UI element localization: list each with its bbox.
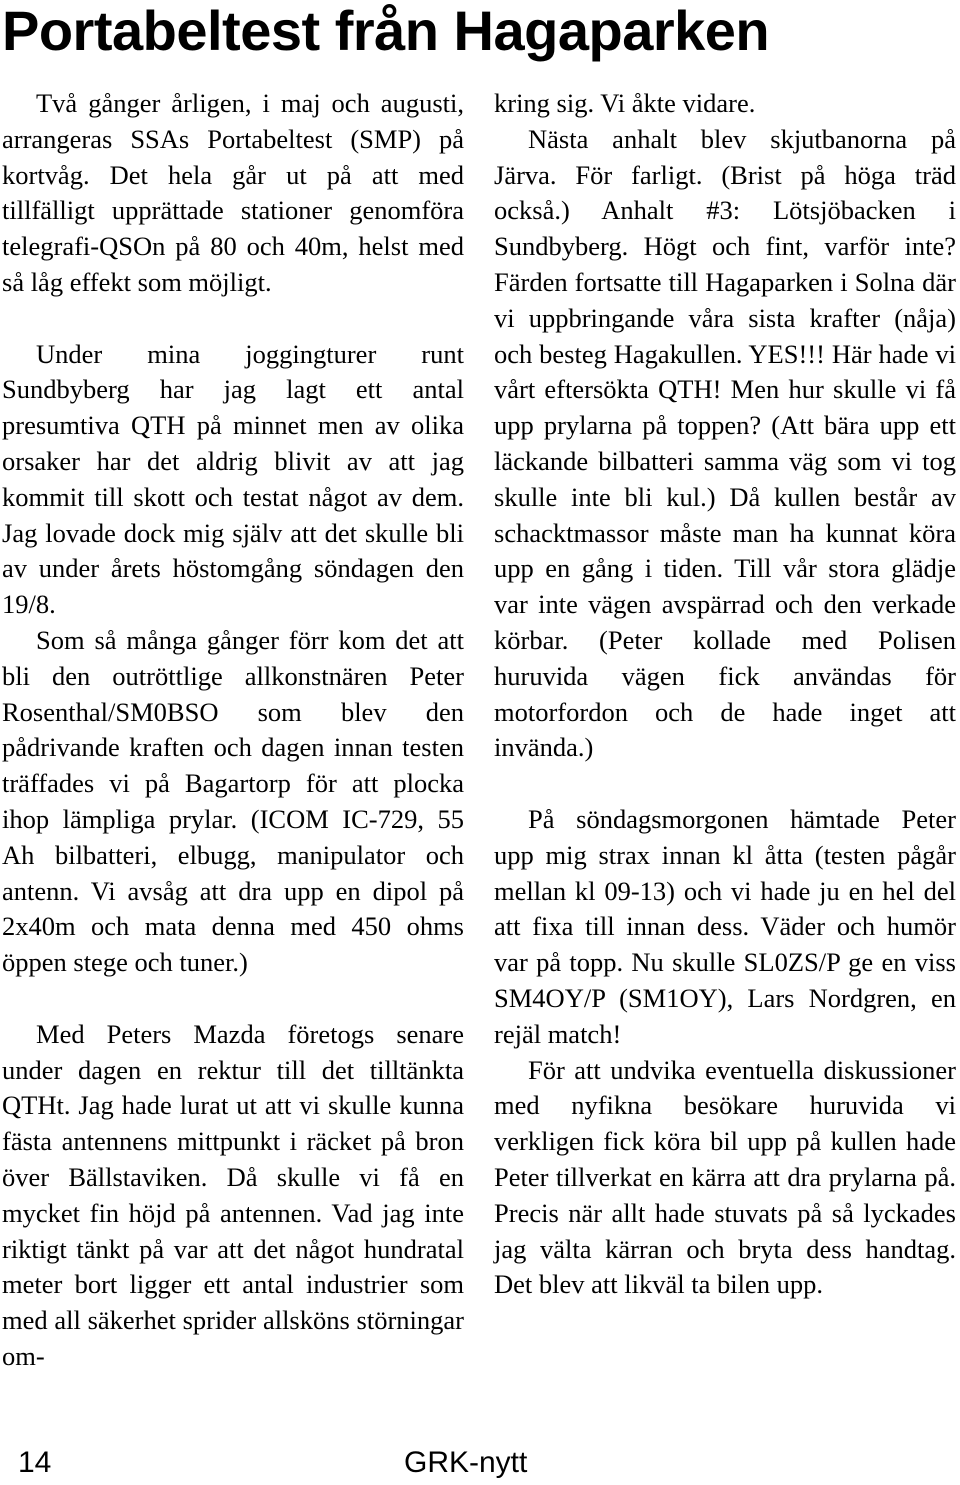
paragraph-reconnaissance: Med Peters Mazda företogs senare under dagen en rektur till det tilltänkta QTHt. Jag hade lurat ut att vi skulle kunna fästa antennens mittpunkt i räcket på bron över Bällstaviken. Då skulle vi få en mycket fin höjd på antennen. Vad jag inte riktigt tänkt på var att det något hundratal meter bort ligger ett antal industrier som med all säkerhet sprider allsköns störningar om- xyxy=(2,1018,464,1371)
left-column xyxy=(2,86,464,1426)
paragraph-intro: Två gånger årligen, i maj och augusti, arrangeras SSAs Portabeltest (SMP) på kortvåg. Det hela går ut på att med tillfälligt upprättade stationer genomföra telegrafi-QSOn på 80 och 40m, helst med så låg effekt som möjligt. xyxy=(2,88,464,297)
paragraph-cart: För att undvika eventuella diskussioner med nyfikna besökare huruvida vi verkligen fick köra bil upp på kullen hade Peter tillverkat en kärra att dra prylarna på. Precis när allt hade stuvats på så lyckades jag välta kärran och bryta dess handtag. Det blev att likväl ta bilen upp. xyxy=(494,1054,956,1300)
paragraph-continuation: kring sig. Vi åkte vidare. xyxy=(494,88,756,118)
paragraph-sunday: På söndagsmorgonen hämtade Peter upp mig strax innan kl åtta (testen pågår mellan kl 09-13) och vi hade ju en hel del att fixa till innan dess. Väder och humör var på topp. Nu skulle SL0ZS/P ge en viss SM4OY/P (SM1OY), Lars Nordgren, en rejäl match! xyxy=(494,803,956,1049)
article-title: Portabeltest från Hagaparken xyxy=(2,0,770,62)
page-number: 14 xyxy=(18,1446,52,1479)
paragraph-jogging: Under mina joggingturer runt Sundbyberg har jag lagt ett antal presumtiva QTH på minnet men av olika orsaker har det aldrig blivit av att jag kommit till skott och testat något av dem. Jag lovade dock mig själv att det skulle bli av under årets höstomgång söndagen den 19/8. xyxy=(2,338,464,620)
paragraph-search: Nästa anhalt blev skjutbanorna på Järva. För farligt. (Brist på höga träd också.) Anhalt #3: Lötsjöbacken i Sundbyberg. Högt och fint, varför inte? Färden fortsatte till Hagaparken i Solna där vi uppbringande våra sista krafter (nåja) och besteg Hagakullen. YES!!! Här hade vi vårt eftersökta QTH! Men hur skulle vi få upp prylarna på toppen? (Att bära upp ett läckande bilbatteri samma väg som vi tog skulle inte bli kul.) Då kullen består av schacktmassor måste man ha kunnat köra upp en gång i tiden. Till vår stora glädje var inte vägen avspärrad och den verkade körbar. (Peter kollade med Polisen huruvida vägen fick användas för motorfordon och de hade inget att invända.) xyxy=(494,123,956,763)
right-column xyxy=(494,86,956,1426)
paragraph-preparation: Som så många gånger förr kom det att bli den outröttlige allkonstnären Peter Rosenthal/SM0BSO som blev den pådrivande kraften och dagen innan testen träffades vi på Bagartorp för att plocka ihop lämpliga prylar. (ICOM IC-729, 55 Ah bilbatteri, elbugg, manipulator och antenn. Vi avsåg att dra upp en dipol på 2x40m och mata denna med 450 ohms öppen stege och tuner.) xyxy=(2,624,464,978)
publication-name: GRK-nytt xyxy=(404,1446,528,1479)
